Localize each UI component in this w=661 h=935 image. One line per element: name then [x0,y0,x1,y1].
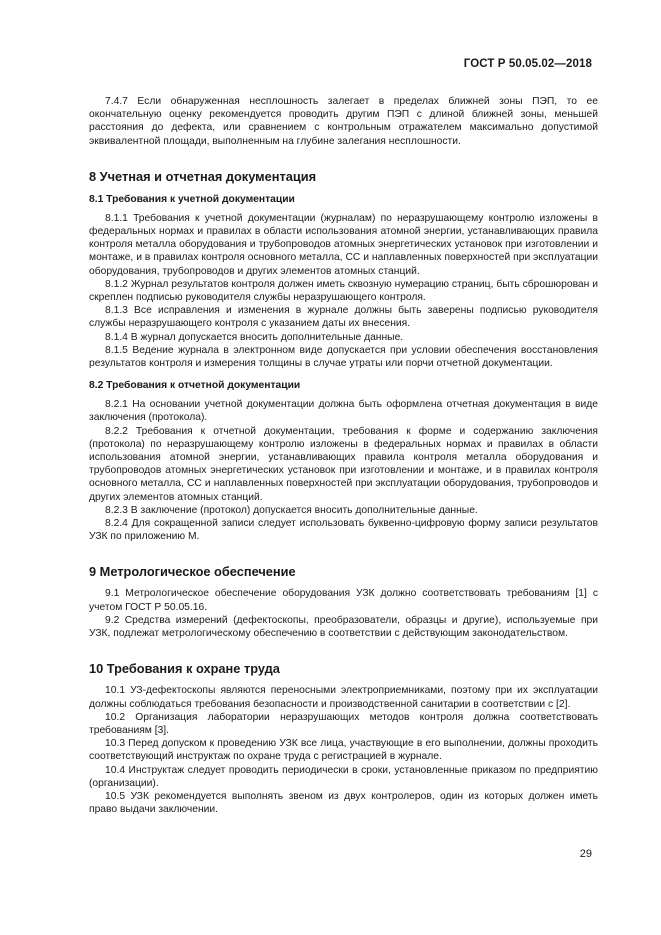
paragraph-8-2-2: 8.2.2 Требования к отчетной документации, требования к форме и содержанию заключения (протокола) по неразрушающему контролю изложены в федеральных нормах и правилах в области использования атомной энергии, устанавливающих правила контроля металла оборудования и трубопроводов атомных энергетических установок при изготовлении и монтаже, и в правилах контроля основного металла, СС и наплавленных поверхностей при эксплуатации оборудования, трубопроводов и других элементов атомных станций. [89,425,598,503]
section-9-title: 9 Метрологическое обеспечение [89,564,296,580]
paragraph-10-2: 10.2 Организация лаборатории неразрушающих методов контроля должна соответствовать требованиям [3]. [89,711,598,736]
paragraph-8-1-1: 8.1.1 Требования к учетной документации (журналам) по неразрушающему контролю изложены в федеральных нормах и правилах в области использования атомной энергии, устанавливающих правила контроля металла оборудования и трубопроводов атомных энергетических установок при изготовлении и монтаже, и в правилах контроля основного металла, СС и наплавленных поверхностей при эксплуатации оборудования, трубопроводов и других элементов атомных станций. [89,212,598,277]
paragraph-10-4: 10.4 Инструктаж следует проводить периодически в сроки, установленные приказом по предприятию (организации). [89,764,598,789]
paragraph-8-1-4: 8.1.4 В журнал допускается вносить дополнительные данные. [105,331,404,343]
section-8-title: 8 Учетная и отчетная документация [89,168,317,184]
paragraph-8-2-4: 8.2.4 Для сокращенной записи следует использовать буквенно-цифровую форму записи результатов УЗК по приложению М. [89,518,598,543]
document-code: ГОСТ Р 50.05.02—2018 [463,58,592,70]
paragraph-8-1-2: 8.1.2 Журнал результатов контроля должен иметь сквозную нумерацию страниц, быть сброшюрован и скреплен подписью руководителя службы неразрушающего контроля. [89,278,598,304]
paragraph-9-1: 9.1 Метрологическое обеспечение оборудования УЗК должно соответствовать требованиям [1] с учетом ГОСТ Р 50.05.16. [89,588,598,613]
paragraph-8-2-1: 8.2.1 На основании учетной документации должна быть оформлена отчетная документация в виде заключения (протокола). [89,399,598,424]
subsection-8-2-title: 8.2 Требования к отчетной документации [89,380,301,392]
paragraph-8-2-3: 8.2.3 В заключение (протокол) допускается вносить дополнительные данные. [105,504,478,516]
page-number: 29 [579,848,592,860]
paragraph-9-2: 9.2 Средства измерений (дефектоскопы, преобразователи, образцы и другие), используемые при УЗК, подлежат метрологическому обеспечению в соответствии с действующим законодательством. [89,614,598,640]
paragraph-10-1: 10.1 УЗ-дефектоскопы являются переносными электроприемниками, поэтому при их эксплуатации должны соблюдаться требования безопасности и производственной санитарии в соответствии с [2]. [89,685,598,710]
paragraph-8-1-5: 8.1.5 Ведение журнала в электронном виде допускается при условии обеспечения восстановления результатов контроля и измерения толщины в случае утраты или порчи отчетной документации. [89,344,598,370]
page-content [89,95,598,816]
paragraph-7-4-7: 7.4.7 Если обнаруженная несплошность залегает в пределах ближней зоны ПЭП, то ее окончательную оценку рекомендуется проводить другим ПЭП с длиной ближней зоны, меньшей расстояния до дефекта, или сравнением с контрольным отражателем максимально допустимой эквивалентной площади, выполненным на глубине залегания несплошности. [89,96,598,147]
paragraph-8-1-3: 8.1.3 Все исправления и изменения в журнале должны быть заверены подписью руководителя службы неразрушающего контроля с указанием даты их внесения. [89,305,598,330]
section-10-title: 10 Требования к охране труда [89,661,280,677]
paragraph-10-5: 10.5 УЗК рекомендуется выполнять звеном из двух контролеров, один из которых должен иметь право выдачи заключении. [89,790,598,816]
paragraph-10-3: 10.3 Перед допуском к проведению УЗК все лица, участвующие в его выполнении, должны проходить соответствующий инструктаж по охране труда с регистрацией в журнале. [89,738,598,763]
subsection-8-1-title: 8.1 Требования к учетной документации [89,193,295,205]
